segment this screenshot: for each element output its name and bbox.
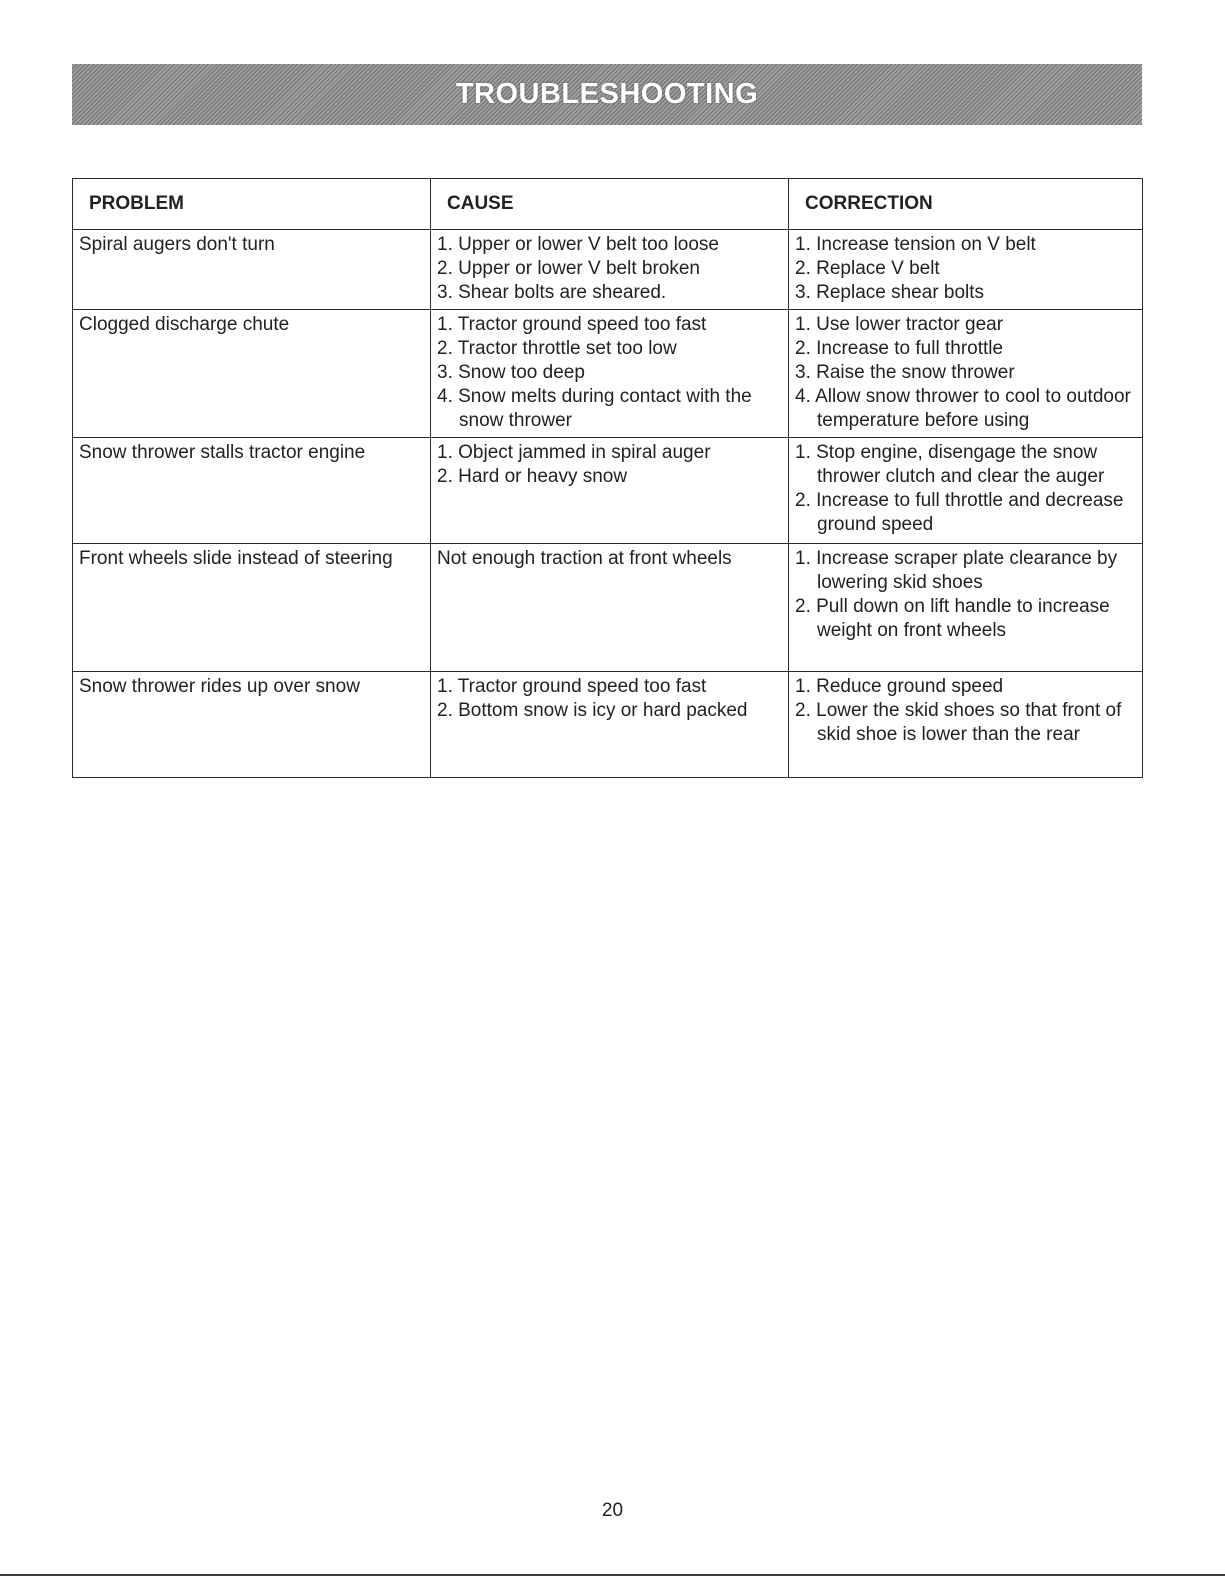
cause-item: 3. Shear bolts are sheared.: [437, 282, 667, 303]
problem-cell: Clogged discharge chute: [73, 310, 431, 438]
correction-item: 1. Increase tension on V belt: [795, 234, 1036, 255]
problem-cell: Snow thrower stalls tractor engine: [73, 438, 431, 544]
cause-cell: [431, 310, 789, 438]
correction-item: 2. Replace V belt: [795, 258, 940, 279]
cause-column-header: CAUSE: [431, 179, 789, 230]
correction-item: 2. Pull down on lift handle to increase weight on front wheels: [795, 596, 1110, 641]
correction-column-header: CORRECTION: [789, 179, 1143, 230]
cause-cell: [431, 438, 789, 544]
correction-item: 1. Reduce ground speed: [795, 676, 1004, 697]
page-title: TROUBLESHOOTING: [455, 78, 759, 110]
correction-item: 2. Increase to full throttle and decrease ground speed: [795, 490, 1124, 535]
table-row: [73, 544, 1143, 672]
cause-cell: Not enough traction at front wheels: [431, 544, 789, 672]
problem-cell: Front wheels slide instead of steering: [73, 544, 431, 672]
problem-cell: Spiral augers don't turn: [73, 230, 431, 310]
cause-item: 2. Bottom snow is icy or hard packed: [437, 700, 748, 721]
table-row: [73, 672, 1143, 778]
cause-item: 1. Tractor ground speed too fast: [437, 314, 707, 335]
cause-item: 3. Snow too deep: [437, 362, 585, 383]
correction-item: 1. Stop engine, disengage the snow thrower clutch and clear the auger: [795, 442, 1105, 487]
correction-item: 1. Use lower tractor gear: [795, 314, 1004, 335]
correction-item: 2. Increase to full throttle: [795, 338, 1004, 359]
correction-cell: [789, 438, 1143, 544]
correction-item: 3. Replace shear bolts: [795, 282, 985, 303]
cause-item: 4. Snow melts during contact with the snow thrower: [437, 386, 752, 431]
bottom-divider: [0, 1574, 1225, 1576]
correction-cell: [789, 310, 1143, 438]
correction-cell: [789, 544, 1143, 672]
correction-cell: [789, 230, 1143, 310]
cause-item: 2. Tractor throttle set too low: [437, 338, 677, 359]
correction-item: 4. Allow snow thrower to cool to outdoor temperature before using: [795, 386, 1131, 431]
correction-item: 1. Increase scraper plate clearance by lowering skid shoes: [795, 548, 1118, 593]
correction-item: 2. Lower the skid shoes so that front of skid shoe is lower than the rear: [795, 700, 1122, 745]
problem-column-header: PROBLEM: [73, 179, 431, 230]
page-number: 20: [601, 1500, 624, 1521]
cause-item: 2. Hard or heavy snow: [437, 466, 628, 487]
cause-item: 2. Upper or lower V belt broken: [437, 258, 700, 279]
table-header-row: [73, 179, 1143, 230]
cause-item: 1. Upper or lower V belt too loose: [437, 234, 719, 255]
cause-item: 1. Object jammed in spiral auger: [437, 442, 711, 463]
correction-cell: [789, 672, 1143, 778]
troubleshooting-banner: [72, 64, 1142, 125]
cause-cell: [431, 230, 789, 310]
table-row: [73, 310, 1143, 438]
table-row: [73, 230, 1143, 310]
table-row: [73, 438, 1143, 544]
cause-item: 1. Tractor ground speed too fast: [437, 676, 707, 697]
troubleshooting-table: [72, 178, 1143, 778]
cause-cell: [431, 672, 789, 778]
problem-cell: Snow thrower rides up over snow: [73, 672, 431, 778]
correction-item: 3. Raise the snow thrower: [795, 362, 1015, 383]
